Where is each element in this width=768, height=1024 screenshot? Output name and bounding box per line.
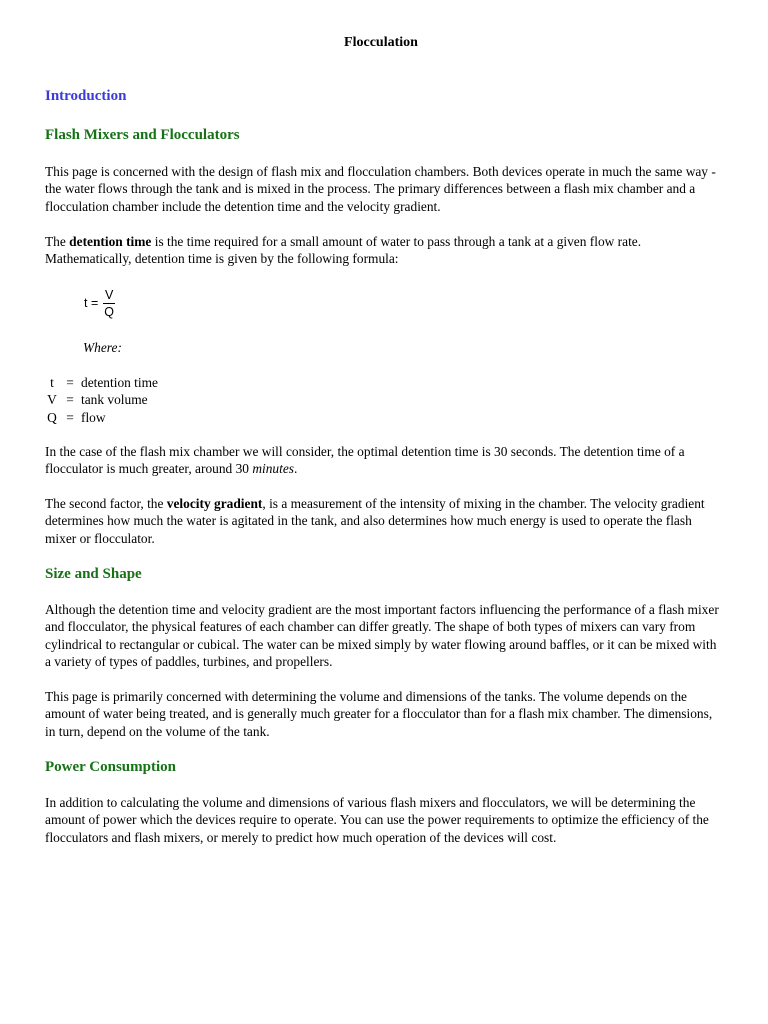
power-paragraph: In addition to calculating the volume and dimensions of various flash mixers and flocculators, we will be determining the amount of power which the devices require to operate. You can use the power requirements to optimize the efficiency of the flocculators and flash mixers, or merely to predict how much operation of the devices will cost. (45, 795, 709, 845)
detention-values-pre: In the case of the flash mix chamber we will consider, the optimal detention time is 30 seconds. The detention time of a flocculator is much greater, around 30 (45, 444, 685, 477)
variable-definitions (45, 374, 158, 426)
size-paragraph-1: Although the detention time and velocity gradient are the most important factors influencing the performance of a flash mixer and flocculator, the physical features of each chamber can differ greatly. The shape of both types of mixers can vary from cylindrical to rectangular or cubical. The water can be mixed simply by water flowing around baffles, or it can be mixed with a variety of types of paddles, turbines, and propellers. (45, 602, 719, 670)
definition-row (45, 391, 158, 408)
introduction-heading[interactable]: Introduction (45, 88, 127, 104)
velocity-gradient-paragraph (45, 495, 721, 547)
definition-equals: = (66, 409, 74, 425)
definition-row (45, 409, 158, 426)
detention-time-term: detention time (69, 234, 152, 249)
detention-text-post: is the time required for a small amount of water to pass through a tank at a given flow rate. Mathematically, detention time is given by the following formula: (45, 234, 642, 267)
detention-time-values-paragraph (45, 443, 721, 478)
definition-meaning: detention time (81, 375, 158, 390)
velocity-text-pre: The second factor, the (45, 496, 167, 511)
formula-lhs: t = (84, 295, 99, 310)
definition-symbol: Q (47, 409, 57, 425)
size-paragraph-2: This page is primarily concerned with determining the volume and dimensions of the tanks. The volume depends on the amount of water being treated, and is generally much greater for a flocculator than for a flash mix chamber. The dimensions, in turn, depend on the volume of the tank. (45, 689, 713, 739)
detention-values-post: . (293, 461, 298, 477)
formula-fraction (102, 288, 116, 319)
definition-meaning: flow (81, 409, 106, 425)
flash-mixers-heading: Flash Mixers and Flocculators (45, 127, 240, 143)
page-title: Flocculation (344, 35, 418, 50)
formula-numerator: V (104, 288, 114, 302)
power-consumption-heading: Power Consumption (45, 759, 176, 775)
velocity-gradient-term: velocity gradient (166, 496, 263, 511)
definition-symbol: t (50, 375, 54, 390)
flash-paragraph-1: This page is concerned with the design of flash mix and flocculation chambers. Both devices operate in much the same way - the water flows through the tank and is mixed in the process. The primary differences between a flash mix chamber and a flocculation chamber include the detention time and the velocity gradient. (45, 164, 716, 214)
detention-time-paragraph (45, 233, 721, 268)
definition-row (45, 374, 158, 391)
minutes-term: minutes (252, 461, 294, 477)
definition-equals: = (66, 375, 74, 390)
size-shape-heading: Size and Shape (45, 566, 142, 582)
detention-text-pre: The (45, 234, 70, 249)
definition-equals: = (66, 392, 74, 408)
definition-meaning: tank volume (81, 392, 148, 408)
velocity-text-post: , is a measurement of the intensity of mixing in the chamber. The velocity gradient determines how much the water is agitated in the tank, and also determines how much energy is used to operate the flash mixer or flocculator. (45, 496, 705, 546)
formula-denominator: Q (104, 305, 114, 319)
definition-symbol: V (47, 392, 57, 408)
detention-formula (84, 288, 116, 319)
where-label: Where: (83, 340, 122, 355)
